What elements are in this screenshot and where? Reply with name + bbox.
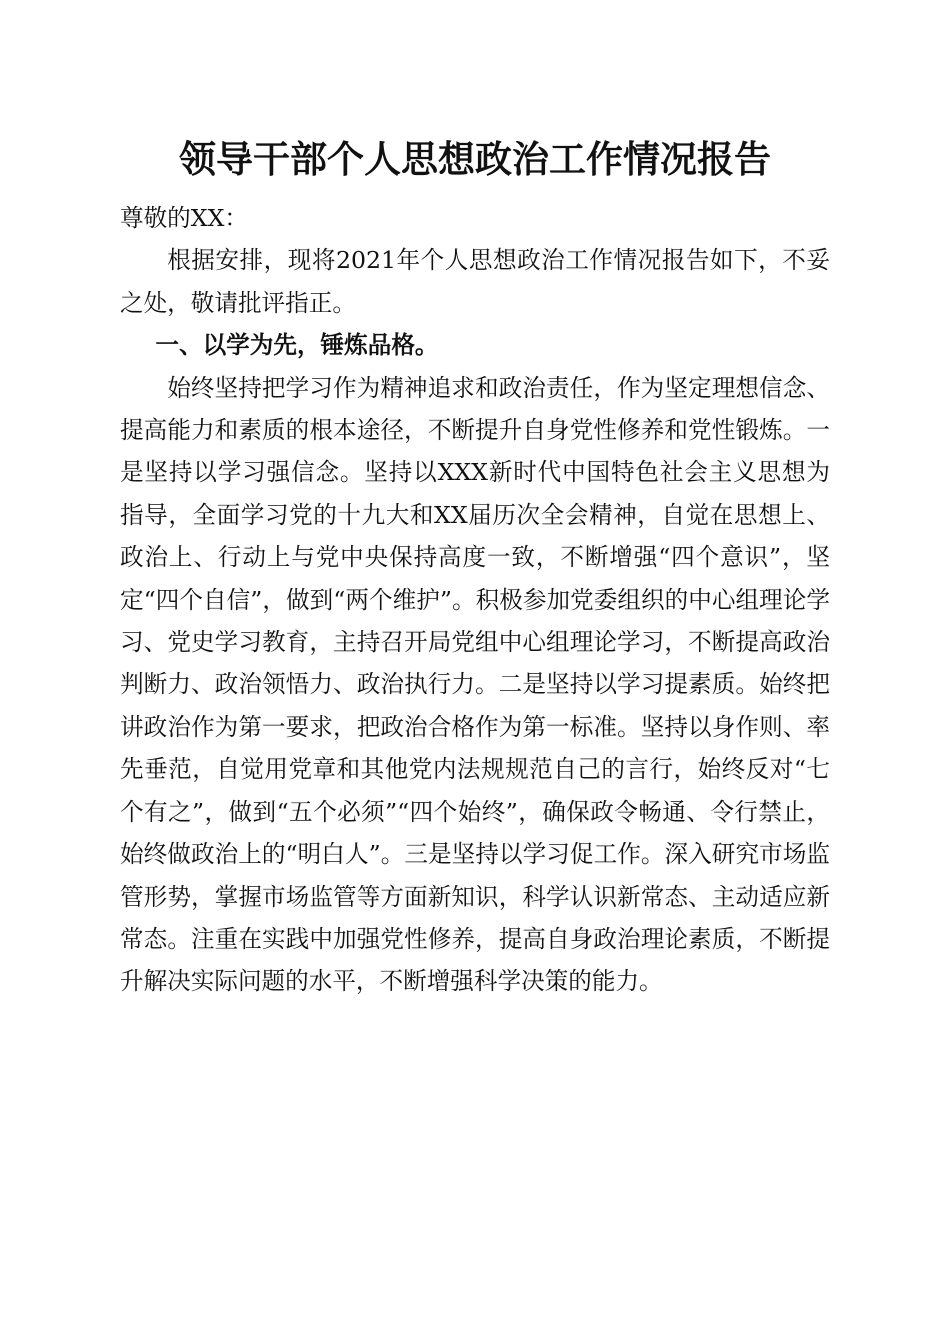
salutation: 尊敬的XX： [120,204,248,232]
section-heading: 一、以学为先，锤炼品格。 [155,331,439,360]
intro-paragraph: 根据安排，现将2021年个人思想政治工作情况报告如下，不妥之处，敬请批评指正。 [120,246,830,317]
document-body [120,197,830,1003]
section-paragraph: 始终坚持把学习作为精神追求和政治责任，作为坚定理想信念、提高能力和素质的根本途径，不断提升自身党性修养和党性锻炼。一是坚持以学习强信念。坚持以XXX新时代中国特色社会主义思想为指导，全面学习党的十九大和XX届历次全会精神，自觉在思想上、政治上、行动上与党中央保持高度一致，不断增强“四个意识”，坚定“四个自信”，做到“两个维护”。积极参加党委组织的中心组理论学习、党史学习教育，主持召开局党组中心组理论学习，不断提高政治判断力、政治领悟力、政治执行力。二是坚持以学习提素质。始终把讲政治作为第一要求，把政治合格作为第一标准。坚持以身作则、率先垂范，自觉用党章和其他党内法规规范自己的言行，始终反对“七个有之”，做到“五个必须”“四个始终”，确保政令畅通、令行禁止，始终做政治上的“明白人”。三是坚持以学习促工作。深入研究市场监管形势，掌握市场监管等方面新知识，科学认识新常态、主动适应新常态。注重在实践中加强党性修养，提高自身政治理论素质，不断提升解决实际问题的水平，不断增强科学决策的能力。 [120,373,830,996]
document-title: 领导干部个人思想政治工作情况报告 [179,137,771,181]
